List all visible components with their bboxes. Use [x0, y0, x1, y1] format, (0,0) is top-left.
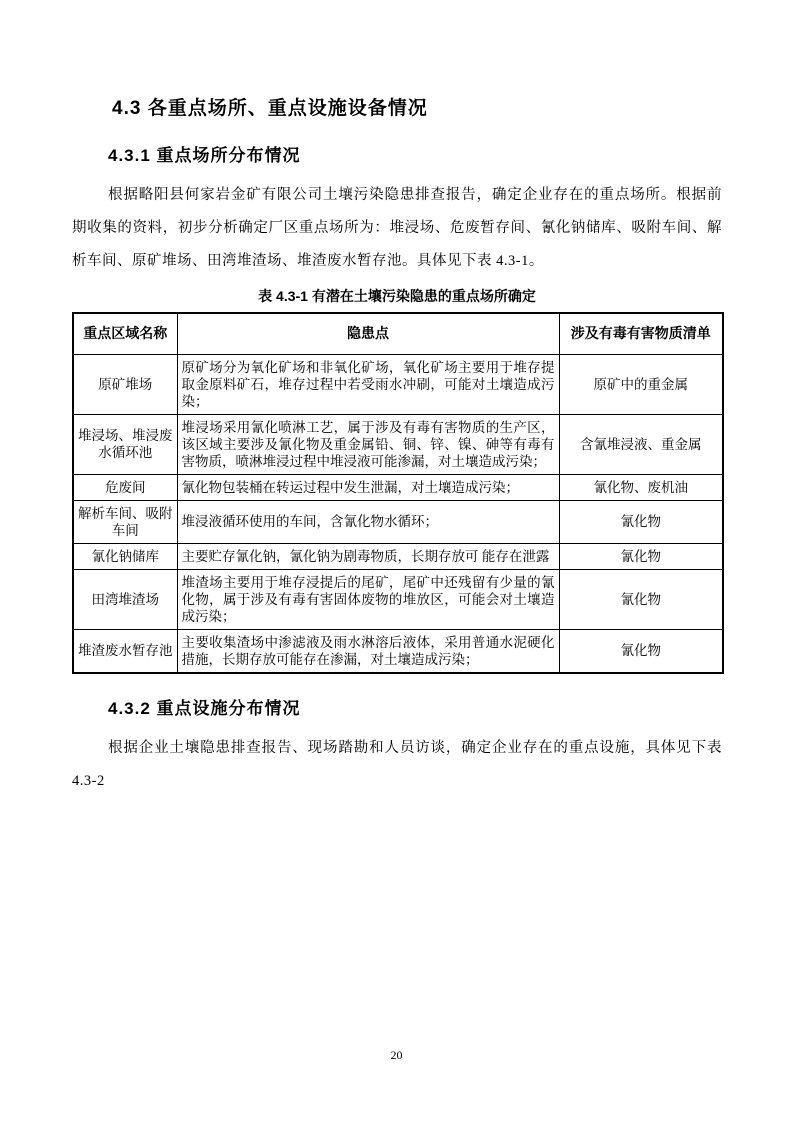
cell-substances: 含氰堆浸液、重金属	[559, 414, 723, 474]
hazard-table	[72, 312, 724, 674]
section-heading-4-3: 4.3 各重点场所、重点设施设备情况	[112, 98, 428, 119]
cell-hazard: 原矿场分为氧化矿场和非氧化矿场，氧化矿场主要用于堆存提取金原料矿石，堆存过程中若受雨水冲刷，可能对土壤造成污染；	[177, 354, 559, 414]
cell-substances: 氰化物	[559, 569, 723, 629]
cell-hazard: 氰化物包装桶在转运过程中发生泄漏，对土壤造成污染；	[177, 474, 559, 500]
cell-area: 堆渣废水暂存池	[73, 629, 177, 673]
cell-hazard: 主要收集渣场中渗滤液及雨水淋溶后液体，采用普通水泥硬化措施，长期存放可能存在渗漏，对土壤造成污染；	[177, 629, 559, 673]
paragraph-key-places: 根据略阳县何家岩金矿有限公司土壤污染隐患排查报告，确定企业存在的重点场所。根据前期收集的资料，初步分析确定厂区重点场所为：堆浸场、危废暂存间、氰化钠储库、吸附车间、解析车间、原矿堆场、田湾堆渣场、堆渣废水暂存池。具体见下表 4.3-1。	[72, 187, 722, 269]
cell-substances: 氰化物	[559, 543, 723, 569]
table-row	[73, 569, 723, 629]
cell-area: 原矿堆场	[73, 354, 177, 414]
cell-substances: 氰化物	[559, 500, 723, 543]
cell-substances: 氰化物	[559, 629, 723, 673]
cell-hazard: 堆浸场采用氰化喷淋工艺，属于涉及有毒有害物质的生产区，该区域主要涉及氰化物及重金属铅、铜、锌、镍、砷等有毒有害物质，喷淋堆浸过程中堆浸液可能渗漏，对土壤造成污染；	[177, 414, 559, 474]
subsection-heading-4-3-1: 4.3.1 重点场所分布情况	[108, 146, 301, 165]
cell-substances: 氰化物、废机油	[559, 474, 723, 500]
table-row	[73, 500, 723, 543]
table-row	[73, 414, 723, 474]
page-number: 20	[390, 1048, 403, 1062]
cell-area: 危废间	[73, 474, 177, 500]
cell-area: 解析车间、吸附车间	[73, 500, 177, 543]
table-caption: 表 4.3-1 有潜在土壤污染隐患的重点场所确定	[258, 288, 536, 304]
table-header-row	[73, 313, 723, 354]
cell-area: 堆浸场、堆浸废水循环池	[73, 414, 177, 474]
table-row	[73, 474, 723, 500]
cell-substances: 原矿中的重金属	[559, 354, 723, 414]
table-header-area: 重点区域名称	[73, 313, 177, 354]
cell-hazard: 堆浸液循环使用的车间，含氰化物水循环；	[177, 500, 559, 543]
cell-area: 田湾堆渣场	[73, 569, 177, 629]
cell-hazard: 堆渣场主要用于堆存浸提后的尾矿，尾矿中还残留有少量的氰化物，属于涉及有毒有害固体废物的堆放区，可能会对土壤造成污染；	[177, 569, 559, 629]
table-header-substances: 涉及有毒有害物质清单	[559, 313, 723, 354]
table-row	[73, 354, 723, 414]
table-row	[73, 543, 723, 569]
paragraph-key-facilities: 根据企业土壤隐患排查报告、现场踏勘和人员访谈，确定企业存在的重点设施，具体见下表 4.3-2	[72, 739, 722, 789]
cell-area: 氰化钠储库	[73, 543, 177, 569]
subsection-heading-4-3-2: 4.3.2 重点设施分布情况	[108, 698, 301, 718]
table-row	[73, 629, 723, 673]
cell-hazard: 主要贮存氰化钠，氰化钠为剧毒物质，长期存放可 能存在泄露	[177, 543, 559, 569]
table-header-hazard: 隐患点	[177, 313, 559, 354]
